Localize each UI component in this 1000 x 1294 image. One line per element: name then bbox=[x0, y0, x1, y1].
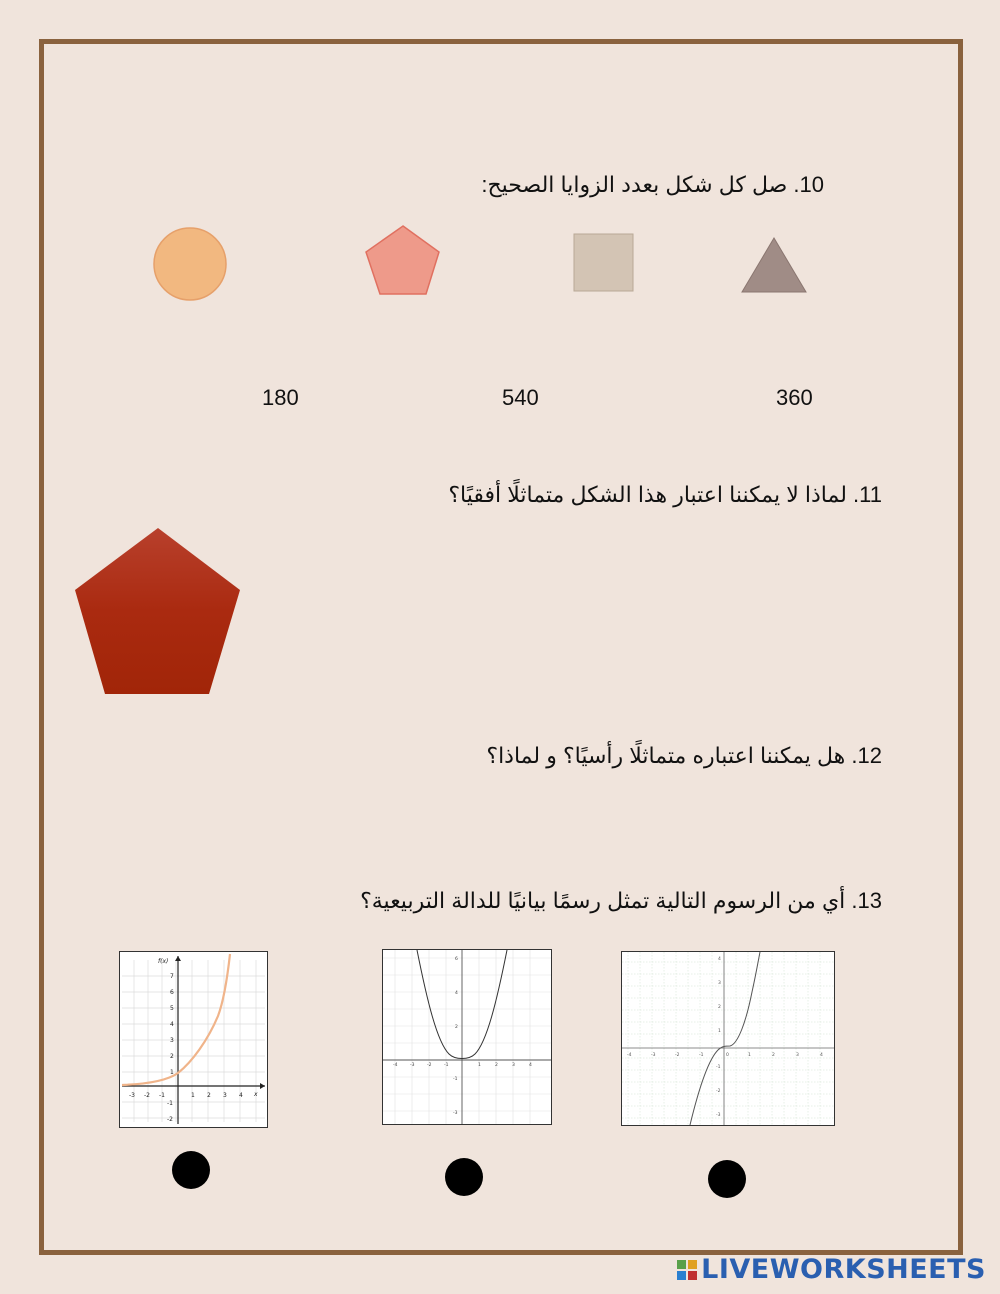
question-12: 12. هل يمكننا اعتباره متماثلًا رأسيًا؟ و لماذا؟ bbox=[486, 743, 882, 768]
svg-text:1: 1 bbox=[191, 1092, 195, 1099]
svg-text:-2: -2 bbox=[716, 1089, 721, 1094]
graph-cubic bbox=[621, 951, 835, 1126]
svg-text:4: 4 bbox=[718, 957, 721, 962]
svg-text:-1: -1 bbox=[716, 1065, 721, 1070]
answer-dot-graph-3[interactable] bbox=[708, 1160, 746, 1198]
svg-text:2: 2 bbox=[207, 1092, 211, 1099]
svg-text:1: 1 bbox=[170, 1069, 174, 1076]
svg-text:-2: -2 bbox=[144, 1092, 150, 1099]
svg-text:2: 2 bbox=[718, 1005, 721, 1010]
svg-text:1: 1 bbox=[478, 1063, 481, 1068]
svg-text:-2: -2 bbox=[167, 1116, 173, 1123]
svg-text:-2: -2 bbox=[675, 1053, 680, 1058]
angle-label-360[interactable]: 360 bbox=[776, 385, 813, 410]
svg-text:3: 3 bbox=[796, 1053, 799, 1058]
svg-text:3: 3 bbox=[223, 1092, 227, 1099]
circle-shape[interactable] bbox=[152, 226, 230, 304]
angle-label-540[interactable]: 540 bbox=[502, 385, 539, 410]
svg-text:3: 3 bbox=[170, 1037, 174, 1044]
svg-text:3: 3 bbox=[512, 1063, 515, 1068]
svg-text:2: 2 bbox=[455, 1025, 458, 1030]
svg-text:-3: -3 bbox=[716, 1113, 721, 1118]
svg-text:2: 2 bbox=[495, 1063, 498, 1068]
svg-text:4: 4 bbox=[455, 991, 458, 996]
svg-text:4: 4 bbox=[170, 1021, 174, 1028]
svg-text:-1: -1 bbox=[167, 1100, 173, 1107]
pentagon-shape-small[interactable] bbox=[364, 224, 444, 298]
svg-text:-3: -3 bbox=[651, 1053, 656, 1058]
svg-text:3: 3 bbox=[718, 981, 721, 986]
svg-text:7: 7 bbox=[170, 973, 174, 980]
question-11: 11. لماذا لا يمكننا اعتبار هذا الشكل متماثلًا أفقيًا؟ bbox=[448, 482, 882, 507]
svg-text:-4: -4 bbox=[393, 1063, 398, 1068]
svg-text:-4: -4 bbox=[627, 1053, 632, 1058]
svg-text:-3: -3 bbox=[129, 1092, 135, 1099]
svg-text:4: 4 bbox=[529, 1063, 532, 1068]
svg-text:0: 0 bbox=[726, 1053, 729, 1058]
svg-text:1: 1 bbox=[748, 1053, 751, 1058]
svg-text:1: 1 bbox=[718, 1029, 721, 1034]
square-shape[interactable] bbox=[573, 233, 635, 293]
pentagon-shape-large bbox=[72, 524, 244, 700]
liveworksheets-logo bbox=[677, 1254, 986, 1285]
svg-text:-3: -3 bbox=[453, 1111, 458, 1116]
question-10: 10. صل كل شكل بعدد الزوايا الصحيح: bbox=[481, 172, 824, 197]
svg-text:2: 2 bbox=[772, 1053, 775, 1058]
svg-text:-2: -2 bbox=[427, 1063, 432, 1068]
svg-text:4: 4 bbox=[820, 1053, 823, 1058]
svg-text:6: 6 bbox=[170, 989, 174, 996]
answer-dot-graph-1[interactable] bbox=[172, 1151, 210, 1189]
svg-text:6: 6 bbox=[455, 957, 458, 962]
svg-text:-3: -3 bbox=[410, 1063, 415, 1068]
liveworksheets-logo-icon bbox=[677, 1260, 697, 1280]
svg-text:f(x): f(x) bbox=[158, 958, 169, 965]
svg-text:x: x bbox=[254, 1091, 258, 1098]
svg-text:-1: -1 bbox=[699, 1053, 704, 1058]
svg-text:4: 4 bbox=[239, 1092, 243, 1099]
svg-text:-1: -1 bbox=[453, 1077, 458, 1082]
angle-label-180[interactable]: 180 bbox=[262, 385, 299, 410]
svg-text:2: 2 bbox=[170, 1053, 174, 1060]
answer-dot-graph-2[interactable] bbox=[445, 1158, 483, 1196]
graph-exponential bbox=[119, 951, 268, 1128]
brand-text: LIVEWORKSHEETS bbox=[701, 1254, 986, 1285]
svg-text:-1: -1 bbox=[159, 1092, 165, 1099]
svg-text:5: 5 bbox=[170, 1005, 174, 1012]
graph-quadratic bbox=[382, 949, 552, 1125]
triangle-shape[interactable] bbox=[740, 236, 808, 294]
svg-text:-1: -1 bbox=[444, 1063, 449, 1068]
question-13: 13. أي من الرسوم التالية تمثل رسمًا بيانيًا للدالة التربيعية؟ bbox=[360, 888, 882, 913]
